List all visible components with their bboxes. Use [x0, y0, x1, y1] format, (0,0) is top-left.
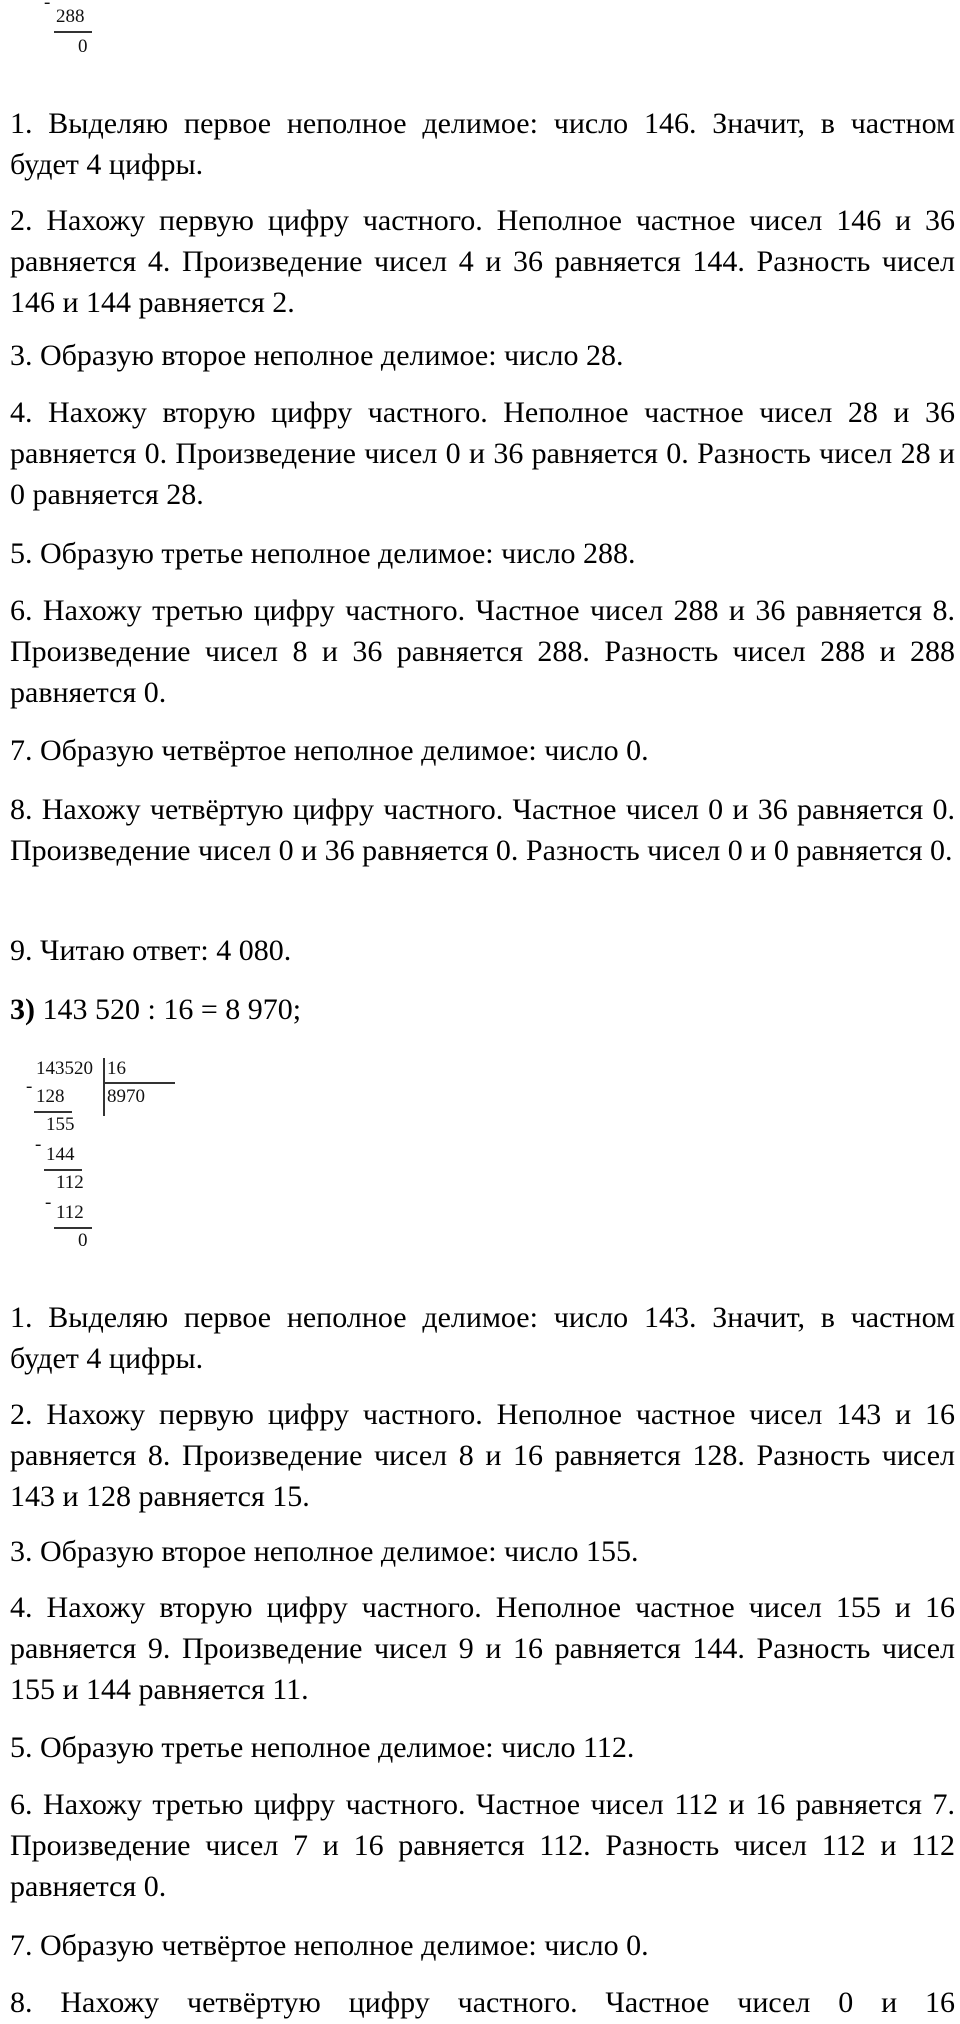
divisor-underline — [103, 1082, 175, 1084]
division-fragment-top — [40, 0, 120, 64]
division-row: 112 — [56, 1202, 84, 1223]
remainder: 0 — [78, 36, 88, 57]
minus-sign: - — [45, 1192, 52, 1213]
step-paragraph: 6. Нахожу третью цифру частного. Частное чисел 112 и 16 равняется 7. Произведение чисел 7 и 16 равняется 112. Разность чисел 112 и 112 равняется 0. — [10, 1788, 955, 1903]
step-paragraph: 8. Нахожу четвёртую цифру частного. Частное чисел 0 и 36 равняется 0. Произведение чисел 0 и 36 равняется 0. Разность чисел 0 и 0 равняется 0. — [10, 793, 955, 867]
subtrahend: 288 — [56, 6, 85, 27]
quotient: 8970 — [107, 1086, 145, 1107]
step-paragraph: 5. Образую третье неполное делимое: число 288. — [10, 537, 636, 570]
division-vertical-bar — [103, 1058, 105, 1116]
subtraction-line — [34, 1111, 72, 1113]
step-paragraph: 3. Образую второе неполное делимое: число 28. — [10, 339, 624, 372]
step-paragraph: 2. Нахожу первую цифру частного. Неполное частное чисел 143 и 16 равняется 8. Произведение чисел 8 и 16 равняется 128. Разность чисел 143 и 128 равняется 15. — [10, 1398, 955, 1513]
long-division — [24, 1058, 174, 1258]
step-paragraph: 5. Образую третье неполное делимое: число 112. — [10, 1731, 635, 1764]
step-paragraph: 4. Нахожу вторую цифру частного. Неполное частное чисел 155 и 16 равняется 9. Произведение чисел 9 и 16 равняется 144. Разность чисел 155 и 144 равняется 11. — [10, 1591, 955, 1706]
subtraction-line — [44, 1169, 82, 1171]
step-paragraph: 7. Образую четвёртое неполное делимое: число 0. — [10, 734, 649, 767]
division-row: 144 — [46, 1144, 75, 1165]
step-paragraph: 1. Выделяю первое неполное делимое: число 146. Значит, в частном будет 4 цифры. — [10, 107, 955, 181]
minus-sign: - — [44, 0, 51, 13]
step-paragraph: 3. Образую второе неполное делимое: число 155. — [10, 1535, 639, 1568]
section-expression: 143 520 : 16 = 8 970; — [42, 993, 302, 1026]
division-row: 0 — [78, 1230, 88, 1251]
subtraction-line — [54, 31, 92, 33]
step-paragraph: 4. Нахожу вторую цифру частного. Неполное частное чисел 28 и 36 равняется 0. Произведение чисел 0 и 36 равняется 0. Разность чисел 28 и 0 равняется 28. — [10, 396, 955, 511]
dividend: 143520 — [36, 1058, 93, 1079]
step-paragraph: 6. Нахожу третью цифру частного. Частное чисел 288 и 36 равняется 8. Произведение чисел 8 и 36 равняется 288. Разность чисел 288 и 288 равняется 0. — [10, 594, 955, 709]
step-paragraph: 7. Образую четвёртое неполное делимое: число 0. — [10, 1929, 649, 1962]
divisor: 16 — [107, 1058, 126, 1079]
subtraction-line — [54, 1227, 92, 1229]
step-paragraph: 1. Выделяю первое неполное делимое: число 143. Значит, в частном будет 4 цифры. — [10, 1301, 955, 1375]
division-row: 112 — [56, 1172, 84, 1193]
division-row: 155 — [46, 1114, 75, 1135]
division-row: 128 — [36, 1086, 65, 1107]
section-number: 3) — [10, 993, 35, 1026]
step-paragraph: 9. Читаю ответ: 4 080. — [10, 934, 292, 967]
step-paragraph: 8. Нахожу четвёртую цифру частного. Частное чисел 0 и 16 — [10, 1986, 955, 2019]
section-heading — [10, 989, 301, 1030]
minus-sign: - — [35, 1134, 42, 1155]
minus-sign: - — [26, 1076, 33, 1097]
step-paragraph: 2. Нахожу первую цифру частного. Неполное частное чисел 146 и 36 равняется 4. Произведение чисел 4 и 36 равняется 144. Разность чисел 146 и 144 равняется 2. — [10, 204, 955, 319]
